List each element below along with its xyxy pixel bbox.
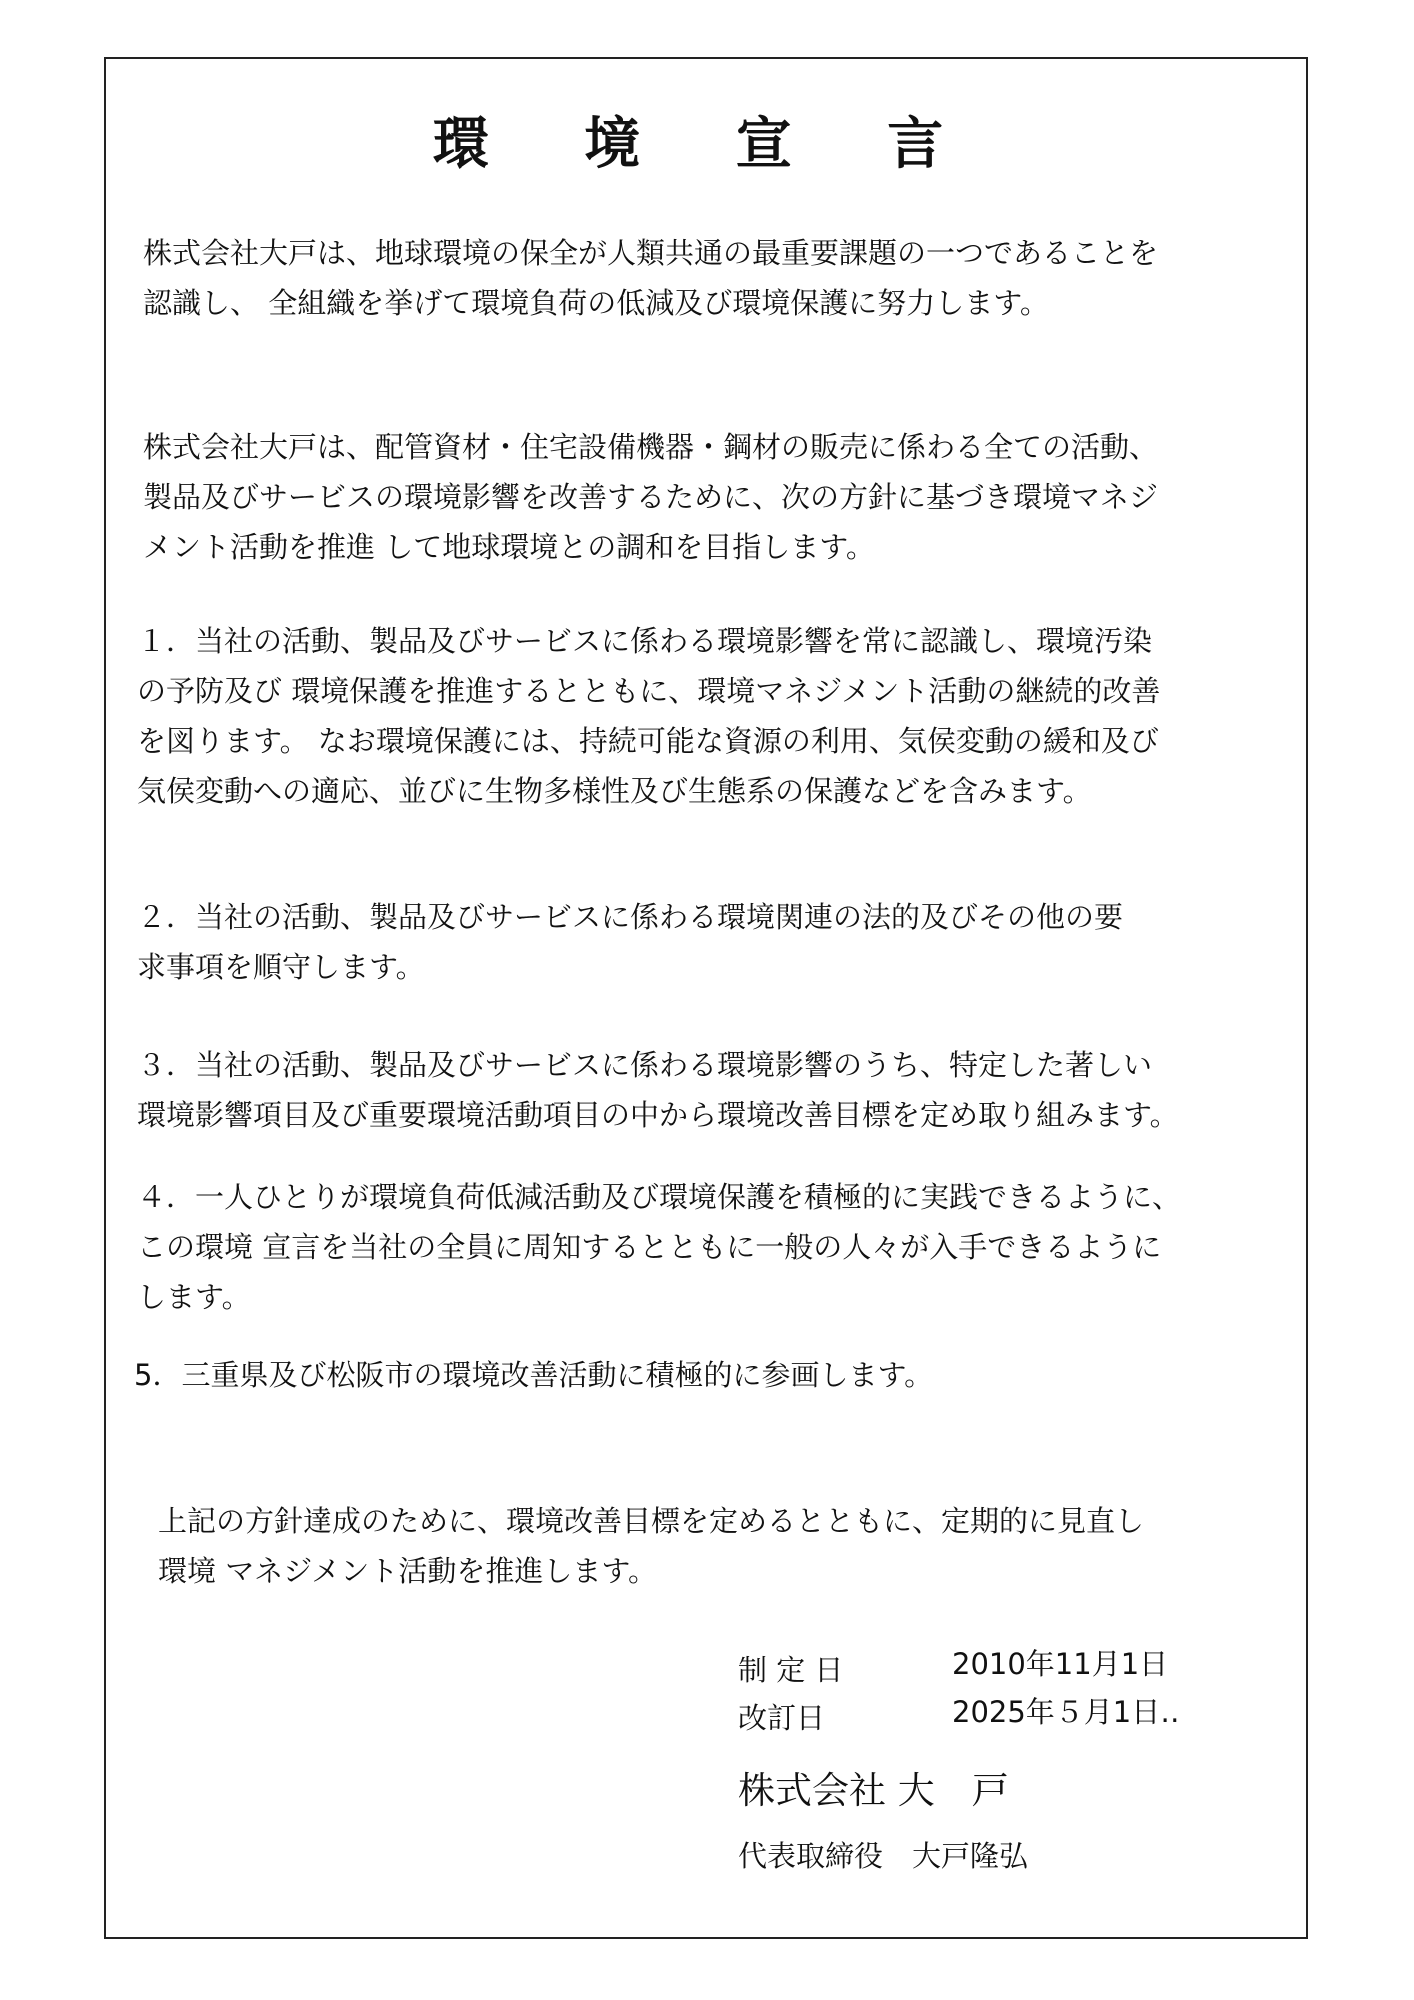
revised-date: 2025年５月1日‥ bbox=[952, 1695, 1180, 1729]
established-date: 2010年11月1日 bbox=[952, 1647, 1169, 1681]
text-line: 求事項を順守します。 bbox=[137, 950, 425, 984]
established-date-label: 制 定 日 bbox=[738, 1653, 844, 1687]
policy-item-2 bbox=[137, 892, 1123, 992]
text-line: 環境 マネジメント活動を推進します。 bbox=[158, 1554, 658, 1588]
text-line: 株式会社大戸は、地球環境の保全が人類共通の最重要課題の一つであることを bbox=[143, 236, 1159, 270]
text-line: 5．三重県及び松阪市の環境改善活動に積極的に参画します。 bbox=[134, 1358, 934, 1392]
text-line: の予防及び 環境保護を推進するとともに、環境マネジメント活動の継続的改善 bbox=[137, 674, 1161, 708]
text-line: 気侯変動への適応、並びに生物多様性及び生態系の保護などを含みます。 bbox=[137, 774, 1092, 808]
policy-item-1 bbox=[137, 616, 1160, 816]
text-line: します。 bbox=[137, 1280, 251, 1314]
representative-name: 代表取締役 大戸隆弘 bbox=[738, 1839, 1029, 1873]
text-line: を図ります。 なお環境保護には、持続可能な資源の利用、気侯変動の緩和及び bbox=[137, 724, 1159, 758]
document-title: 環 境 宣 言 bbox=[432, 112, 982, 177]
company-name: 株式会社 大 戸 bbox=[738, 1769, 1009, 1812]
text-line: 認識し、 全組織を挙げて環境負荷の低減及び環境保護に努力します。 bbox=[143, 286, 1049, 320]
intro-paragraph-1 bbox=[143, 228, 1158, 328]
text-line: 株式会社大戸は、配管資材・住宅設備機器・鋼材の販売に係わる全ての活動、 bbox=[143, 430, 1159, 464]
text-line: ３．当社の活動、製品及びサービスに係わる環境影響のうち、特定した著しい bbox=[137, 1048, 1153, 1082]
text-line: ２．当社の活動、製品及びサービスに係わる環境関連の法的及びその他の要 bbox=[137, 900, 1124, 934]
text-line: 上記の方針達成のために、環境改善目標を定めるとともに、定期的に見直し bbox=[158, 1504, 1145, 1538]
text-line: ４．一人ひとりが環境負荷低減活動及び環境保護を積極的に実践できるように、 bbox=[137, 1180, 1182, 1214]
text-line: 環境影響項目及び重要環境活動項目の中から環境改善目標を定め取り組みます。 bbox=[137, 1098, 1179, 1132]
policy-item-4 bbox=[137, 1172, 1181, 1322]
intro-paragraph-2 bbox=[143, 422, 1158, 572]
text-line: この環境 宣言を当社の全員に周知するとともに一般の人々が入手できるように bbox=[137, 1230, 1162, 1264]
policy-item-3 bbox=[137, 1040, 1179, 1140]
closing-paragraph bbox=[158, 1496, 1144, 1596]
text-line: 製品及びサービスの環境影響を改善するために、次の方針に基づき環境マネジ bbox=[143, 480, 1159, 514]
text-line: １．当社の活動、製品及びサービスに係わる環境影響を常に認識し、環境汚染 bbox=[137, 624, 1153, 658]
policy-item-5 bbox=[134, 1350, 933, 1400]
text-line: メント活動を推進 して地球環境との調和を目指します。 bbox=[143, 530, 875, 564]
revised-date-label: 改訂日 bbox=[738, 1701, 826, 1735]
